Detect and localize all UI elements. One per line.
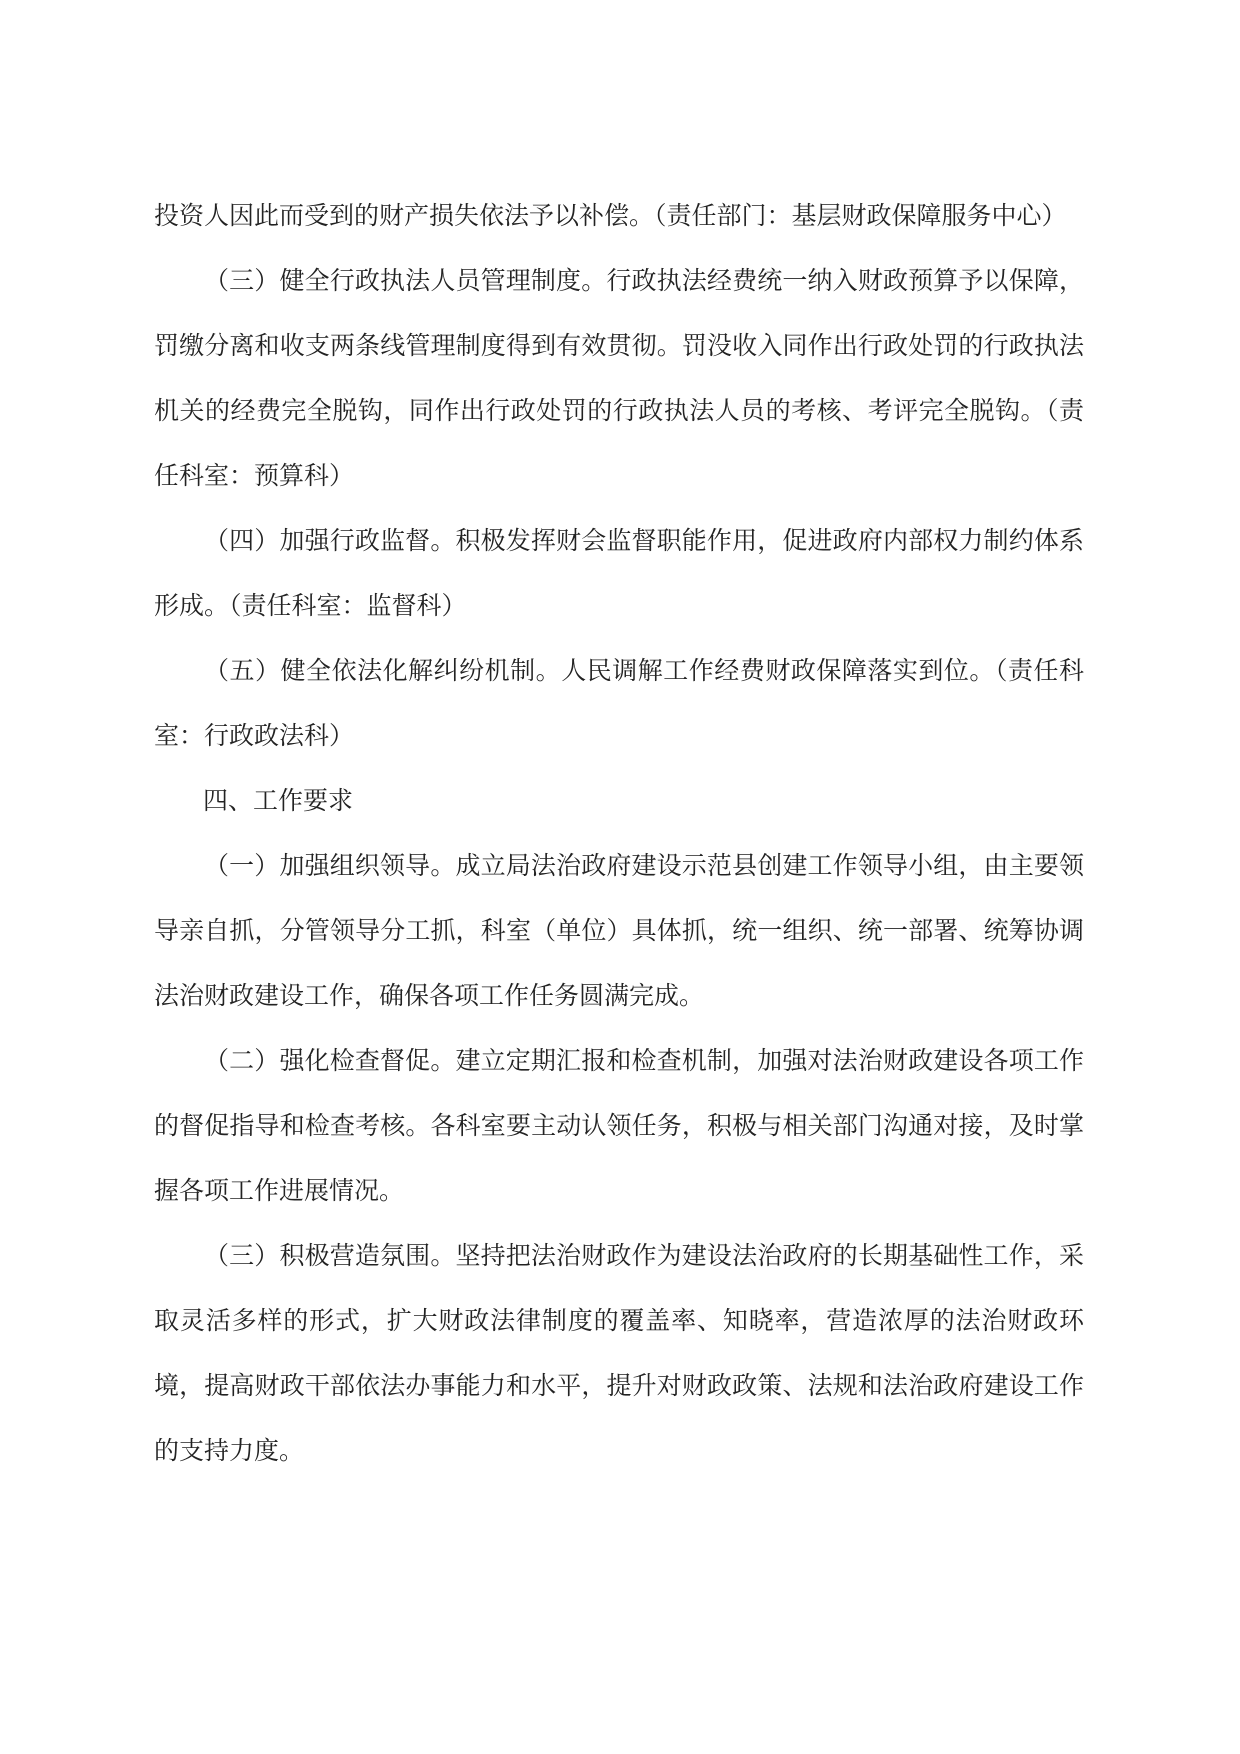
paragraph-item-4-supervision: （四）加强行政监督。积极发挥财会监督职能作用，促进政府内部权力制约体系形成。（责任科室：监督科） <box>154 526 1084 620</box>
paragraph-req-2-inspection: （二）强化检查督促。建立定期汇报和检查机制，加强对法治财政建设各项工作的督促指导和检查考核。各科室要主动认领任务，积极与相关部门沟通对接，及时掌握各项工作进展情况。 <box>154 1046 1084 1205</box>
document-body <box>154 183 1084 1483</box>
paragraph-continuation: 投资人因此而受到的财产损失依法予以补偿。（责任部门：基层财政保障服务中心） <box>154 201 1067 230</box>
section-heading-work-requirements: 四、工作要求 <box>203 786 354 815</box>
paragraph-item-5-dispute-resolution: （五）健全依法化解纠纷机制。人民调解工作经费财政保障落实到位。（责任科室：行政政法科） <box>154 656 1084 750</box>
paragraph-item-3-enforcement-personnel: （三）健全行政执法人员管理制度。行政执法经费统一纳入财政预算予以保障，罚缴分离和收支两条线管理制度得到有效贯彻。罚没收入同作出行政处罚的行政执法机关的经费完全脱钩，同作出行政处罚的行政执法人员的考核、考评完全脱钩。（责任科室：预算科） <box>154 266 1084 490</box>
paragraph-req-1-leadership: （一）加强组织领导。成立局法治政府建设示范县创建工作领导小组，由主要领导亲自抓，分管领导分工抓，科室（单位）具体抓，统一组织、统一部署、统筹协调法治财政建设工作，确保各项工作任务圆满完成。 <box>154 851 1084 1010</box>
paragraph-req-3-atmosphere: （三）积极营造氛围。坚持把法治财政作为建设法治政府的长期基础性工作，采取灵活多样的形式，扩大财政法律制度的覆盖率、知晓率，营造浓厚的法治财政环境，提高财政干部依法办事能力和水平，提升对财政政策、法规和法治政府建设工作的支持力度。 <box>154 1241 1084 1465</box>
